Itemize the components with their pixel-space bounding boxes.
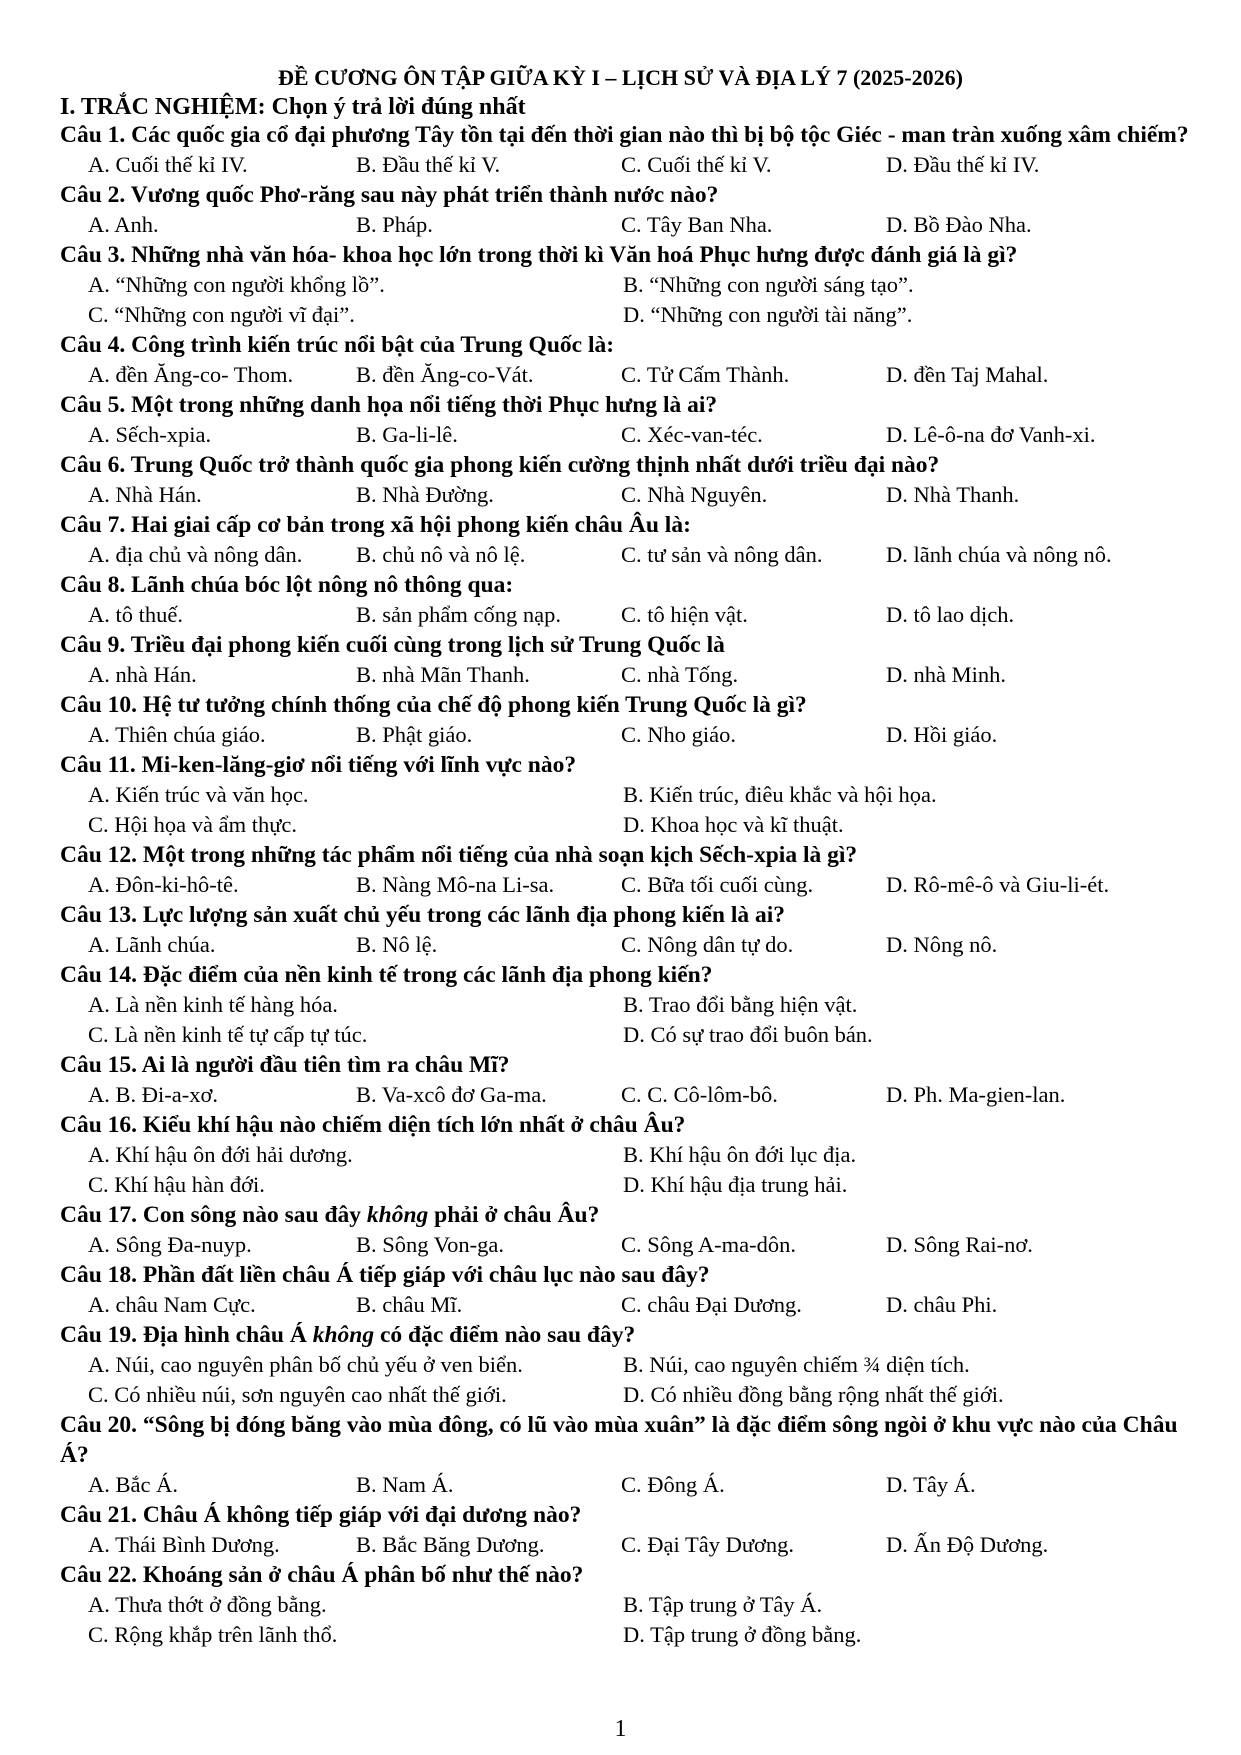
question-label: Câu 3.	[60, 242, 132, 268]
answer-option-a[interactable]: A. Khí hậu ôn đới hải dương.	[88, 1142, 353, 1167]
question-stem	[60, 840, 1190, 870]
answer-option-d[interactable]: D. Nhà Thanh.	[886, 482, 1020, 507]
answer-options	[60, 660, 1190, 690]
answer-option-b[interactable]: B. Trao đổi bằng hiện vật.	[623, 992, 858, 1017]
question-text: Đặc điểm của nền kinh tế trong các lãnh địa phong kiến?	[142, 962, 713, 988]
answer-option-c[interactable]: C. tư sản và nông dân.	[621, 542, 823, 567]
question-emphasis: không	[366, 1202, 429, 1228]
answer-options	[60, 1470, 1190, 1500]
question-label: Câu 4.	[60, 332, 132, 358]
question-text: Trung Quốc trở thành quốc gia phong kiến cường thịnh nhất dưới triều đại nào?	[130, 452, 940, 478]
question-6	[60, 450, 1190, 510]
question-14	[60, 960, 1190, 1050]
answer-option-a[interactable]: A. địa chủ và nông dân.	[88, 542, 303, 567]
question-text: Các quốc gia cổ đại phương Tây tồn tại đến thời gian nào thì bị bộ tộc Giéc - man tràn xuống xâm chiếm?	[131, 122, 1189, 148]
answer-options	[60, 210, 1190, 240]
answer-options	[60, 1350, 1190, 1410]
question-4	[60, 330, 1190, 390]
question-11	[60, 750, 1190, 840]
answer-option-b[interactable]: B. nhà Mãn Thanh.	[356, 662, 530, 687]
question-label: Câu 17.	[60, 1202, 143, 1228]
question-label: Câu 14.	[60, 962, 143, 988]
question-stem	[60, 570, 1190, 600]
question-text: Lực lượng sản xuất chủ yếu trong các lãnh địa phong kiến là ai?	[142, 902, 786, 928]
question-1	[60, 120, 1190, 180]
question-20	[60, 1410, 1190, 1500]
question-9	[60, 630, 1190, 690]
answer-option-b[interactable]: B. chủ nô và nô lệ.	[356, 542, 526, 567]
question-stem	[60, 750, 1190, 780]
answer-options	[60, 1230, 1190, 1260]
answer-option-b[interactable]: B. Tập trung ở Tây Á.	[623, 1592, 823, 1617]
answer-option-c[interactable]: C. Là nền kinh tế tự cấp tự túc.	[88, 1022, 368, 1047]
question-emphasis: không	[312, 1322, 375, 1348]
question-label: Câu 11.	[60, 752, 142, 778]
answer-option-c[interactable]: C. Tử Cấm Thành.	[621, 362, 790, 387]
question-text: Một trong những tác phẩm nổi tiếng của nhà soạn kịch Sếch-xpia là gì?	[142, 842, 858, 868]
answer-options	[60, 870, 1190, 900]
answer-options	[60, 360, 1190, 390]
question-text: Châu Á không tiếp giáp với đại dương nào?	[142, 1502, 582, 1528]
question-stem	[60, 1260, 1190, 1290]
answer-option-c[interactable]: C. Sông A-ma-dôn.	[621, 1232, 797, 1257]
question-stem	[60, 1320, 1190, 1350]
question-label: Câu 7.	[60, 512, 132, 538]
answer-options	[60, 1290, 1190, 1320]
answer-options	[60, 1140, 1190, 1200]
question-label: Câu 12.	[60, 842, 143, 868]
answer-option-b[interactable]: B. Bắc Băng Dương.	[356, 1532, 545, 1557]
answer-options	[60, 1590, 1190, 1650]
answer-option-d[interactable]: D. Sông Rai-nơ.	[886, 1232, 1033, 1257]
question-text: Con sông nào sau đây	[142, 1202, 367, 1228]
answer-option-b[interactable]: B. Núi, cao nguyên chiếm ¾ diện tích.	[623, 1352, 970, 1377]
question-stem	[60, 120, 1190, 150]
question-stem	[60, 1200, 1190, 1230]
answer-options	[60, 1530, 1190, 1560]
question-stem	[60, 690, 1190, 720]
answer-option-b[interactable]: B. Sông Von-ga.	[356, 1232, 504, 1257]
answer-option-a[interactable]: A. Anh.	[88, 212, 159, 237]
question-label: Câu 20.	[60, 1412, 143, 1438]
answer-options	[60, 270, 1190, 330]
answer-option-d[interactable]: D. Tây Á.	[886, 1472, 976, 1497]
question-stem	[60, 1500, 1190, 1530]
answer-options	[60, 780, 1190, 840]
answer-option-a[interactable]: A. Đôn-ki-hô-tê.	[88, 872, 239, 897]
question-stem	[60, 390, 1190, 420]
question-label: Câu 2.	[60, 182, 131, 208]
answer-options	[60, 480, 1190, 510]
question-text: Mi-ken-lăng-giơ nổi tiếng với lĩnh vực nào?	[141, 752, 577, 778]
question-label: Câu 13.	[60, 902, 143, 928]
answer-option-b[interactable]: B. “Những con người sáng tạo”.	[623, 272, 914, 297]
question-text: Địa hình châu Á	[142, 1322, 313, 1348]
answer-option-a[interactable]: A. đền Ăng-co- Thom.	[88, 362, 294, 387]
question-21	[60, 1500, 1190, 1560]
question-stem	[60, 180, 1190, 210]
question-stem	[60, 1410, 1190, 1470]
question-text: “Sông bị đóng băng vào mùa đông, có lũ vào mùa xuân” là đặc điểm sông ngòi ở khu vực nào của Châu Á?	[60, 1412, 1178, 1468]
answer-option-c[interactable]: C. Nhà Nguyên.	[621, 482, 768, 507]
question-stem	[60, 450, 1190, 480]
answer-option-c[interactable]: C. Đại Tây Dương.	[621, 1532, 795, 1557]
question-5	[60, 390, 1190, 450]
answer-option-a[interactable]: A. “Những con người khổng lồ”.	[88, 272, 385, 297]
answer-option-b[interactable]: B. Pháp.	[356, 212, 433, 237]
question-3	[60, 240, 1190, 330]
answer-option-b[interactable]: B. Ga-li-lê.	[356, 422, 458, 447]
answer-option-d[interactable]: D. Hồi giáo.	[886, 722, 998, 747]
question-text: Lãnh chúa bóc lột nông nô thông qua:	[131, 572, 514, 598]
answer-option-b[interactable]: B. Nàng Mô-na Li-sa.	[356, 872, 555, 897]
answer-option-c[interactable]: C. châu Đại Dương.	[621, 1292, 802, 1317]
answer-option-d[interactable]: D. tô lao dịch.	[886, 602, 1015, 627]
question-22	[60, 1560, 1190, 1650]
answer-option-a[interactable]: A. Lãnh chúa.	[88, 932, 216, 957]
answer-option-b[interactable]: B. Khí hậu ôn đới lục địa.	[623, 1142, 857, 1167]
question-text: Vương quốc Phơ-răng sau này phát triển thành nước nào?	[130, 182, 719, 208]
question-text: Phần đất liền châu Á tiếp giáp với châu lục nào sau đây?	[142, 1262, 710, 1288]
question-label: Câu 18.	[60, 1262, 143, 1288]
question-text: Ai là người đầu tiên tìm ra châu Mĩ?	[141, 1052, 510, 1078]
answer-option-d[interactable]: D. Rô-mê-ô và Giu-li-ét.	[886, 872, 1110, 897]
answer-option-d[interactable]: D. Đầu thế kỉ IV.	[886, 152, 1040, 177]
answer-option-d[interactable]: D. châu Phi.	[886, 1292, 998, 1317]
answer-options	[60, 1080, 1190, 1110]
answer-option-c[interactable]: C. Bữa tối cuối cùng.	[621, 872, 814, 897]
answer-option-c[interactable]: C. “Những con người vĩ đại”.	[88, 302, 355, 327]
answer-option-d[interactable]: D. Khí hậu địa trung hải.	[623, 1172, 848, 1197]
question-stem	[60, 240, 1190, 270]
question-19	[60, 1320, 1190, 1410]
answer-option-a[interactable]: A. châu Nam Cực.	[88, 1292, 256, 1317]
answer-option-b[interactable]: B. Đầu thế kỉ V.	[356, 152, 501, 177]
answer-option-a[interactable]: A. Thưa thớt ở đồng bằng.	[88, 1592, 327, 1617]
answer-option-b[interactable]: B. Va-xcô đơ Ga-ma.	[356, 1082, 547, 1107]
answer-option-b[interactable]: B. châu Mĩ.	[356, 1292, 463, 1317]
answer-option-a[interactable]: A. Thái Bình Dương.	[88, 1532, 280, 1557]
question-stem	[60, 1050, 1190, 1080]
question-text: có đặc điểm nào sau đây?	[374, 1322, 636, 1348]
answer-options	[60, 720, 1190, 750]
answer-option-b[interactable]: B. Nô lệ.	[356, 932, 438, 957]
question-stem	[60, 900, 1190, 930]
answer-option-d[interactable]: D. nhà Minh.	[886, 662, 1006, 687]
question-text: Những nhà văn hóa- khoa học lớn trong thời kì Văn hoá Phục hưng được đánh giá là gì?	[131, 242, 1018, 268]
question-stem	[60, 330, 1190, 360]
answer-option-c[interactable]: C. C. Cô-lôm-bô.	[621, 1082, 778, 1107]
question-text: Công trình kiến trúc nổi bật của Trung Quốc là:	[131, 332, 615, 358]
question-label: Câu 5.	[60, 392, 132, 418]
answer-option-c[interactable]: C. Nho giáo.	[621, 722, 736, 747]
question-text: phải ở châu Âu?	[428, 1202, 600, 1228]
answer-option-c[interactable]: C. Có nhiều núi, sơn nguyên cao nhất thế giới.	[88, 1382, 507, 1407]
question-stem	[60, 630, 1190, 660]
answer-option-a[interactable]: A. Sếch-xpia.	[88, 422, 212, 447]
answer-option-c[interactable]: C. Khí hậu hàn đới.	[88, 1172, 265, 1197]
answer-option-a[interactable]: A. Nhà Hán.	[88, 482, 202, 507]
question-16	[60, 1110, 1190, 1200]
question-stem	[60, 510, 1190, 540]
question-text: Kiểu khí hậu nào chiếm diện tích lớn nhất ở châu Âu?	[142, 1112, 686, 1138]
question-stem	[60, 960, 1190, 990]
question-label: Câu 6.	[60, 452, 131, 478]
answer-options	[60, 930, 1190, 960]
page-number: 1	[614, 1716, 627, 1742]
answer-option-a[interactable]: A. B. Đi-a-xơ.	[88, 1082, 219, 1107]
answer-option-a[interactable]: A. Kiến trúc và văn học.	[88, 782, 309, 807]
answer-option-c[interactable]: C. Rộng khắp trên lãnh thổ.	[88, 1622, 338, 1647]
question-label: Câu 19.	[60, 1322, 143, 1348]
section-heading: I. TRẮC NGHIỆM: Chọn ý trả lời đúng nhất	[60, 94, 526, 120]
question-list	[60, 120, 1190, 1650]
question-label: Câu 8.	[60, 572, 132, 598]
answer-option-a[interactable]: A. nhà Hán.	[88, 662, 197, 687]
answer-option-d[interactable]: D. Khoa học và kĩ thuật.	[623, 812, 844, 837]
answer-option-b[interactable]: B. Kiến trúc, điêu khắc và hội họa.	[623, 782, 937, 807]
answer-options	[60, 990, 1190, 1050]
answer-option-d[interactable]: D. Bồ Đào Nha.	[886, 212, 1032, 237]
answer-option-b[interactable]: B. đền Ăng-co-Vát.	[356, 362, 534, 387]
question-17	[60, 1200, 1190, 1260]
answer-option-c[interactable]: C. Nông dân tự do.	[621, 932, 794, 957]
answer-option-c[interactable]: C. tô hiện vật.	[621, 602, 748, 627]
question-10	[60, 690, 1190, 750]
answer-option-b[interactable]: B. Phật giáo.	[356, 722, 473, 747]
answer-options	[60, 540, 1190, 570]
answer-option-d[interactable]: D. Nông nô.	[886, 932, 998, 957]
question-stem	[60, 1110, 1190, 1140]
question-label: Câu 10.	[60, 692, 143, 718]
answer-option-a[interactable]: A. Núi, cao nguyên phân bố chủ yếu ở ven biển.	[88, 1352, 523, 1377]
answer-option-d[interactable]: D. Lê-ô-na đơ Vanh-xi.	[886, 422, 1096, 447]
answer-option-a[interactable]: A. Sông Đa-nuyp.	[88, 1232, 252, 1257]
answer-options	[60, 600, 1190, 630]
question-13	[60, 900, 1190, 960]
answer-options	[60, 150, 1190, 180]
question-12	[60, 840, 1190, 900]
answer-option-d[interactable]: D. Ph. Ma-gien-lan.	[886, 1082, 1066, 1107]
answer-option-c[interactable]: C. Xéc-van-téc.	[621, 422, 763, 447]
question-text: Khoáng sản ở châu Á phân bố như thế nào?	[142, 1562, 584, 1588]
answer-option-d[interactable]: D. Ấn Độ Dương.	[886, 1532, 1049, 1557]
question-label: Câu 15.	[60, 1052, 142, 1078]
answer-option-c[interactable]: C. Tây Ban Nha.	[621, 212, 773, 237]
answer-option-a[interactable]: A. Bắc Á.	[88, 1472, 178, 1497]
answer-option-d[interactable]: D. Có sự trao đổi buôn bán.	[623, 1022, 873, 1047]
question-label: Câu 21.	[60, 1502, 143, 1528]
answer-options	[60, 420, 1190, 450]
answer-option-c[interactable]: C. Hội họa và ẩm thực.	[88, 812, 298, 837]
document-title: ĐỀ CƯƠNG ÔN TẬP GIỮA KỲ I – LỊCH SỬ VÀ ĐỊA LÝ 7 (2025-2026)	[278, 65, 963, 90]
question-text: Một trong những danh họa nổi tiếng thời Phục hưng là ai?	[131, 392, 718, 418]
question-18	[60, 1260, 1190, 1320]
answer-option-d[interactable]: D. lãnh chúa và nông nô.	[886, 542, 1112, 567]
answer-option-a[interactable]: A. Thiên chúa giáo.	[88, 722, 266, 747]
answer-option-c[interactable]: C. nhà Tống.	[621, 662, 739, 687]
answer-option-a[interactable]: A. Là nền kinh tế hàng hóa.	[88, 992, 338, 1017]
question-7	[60, 510, 1190, 570]
question-text: . Triều đại phong kiến cuối cùng trong lịch sử Trung Quốc là	[119, 632, 725, 658]
answer-option-a[interactable]: A. tô thuế.	[88, 602, 183, 627]
answer-option-d[interactable]: D. “Những con người tài năng”.	[623, 302, 913, 327]
answer-option-b[interactable]: B. Nam Á.	[356, 1472, 454, 1497]
question-15	[60, 1050, 1190, 1110]
question-8	[60, 570, 1190, 630]
answer-option-d[interactable]: D. đền Taj Mahal.	[886, 362, 1049, 387]
answer-option-b[interactable]: B. Nhà Đường.	[356, 482, 494, 507]
question-label: Câu 16.	[60, 1112, 143, 1138]
answer-option-c[interactable]: C. Cuối thế kỉ V.	[621, 152, 772, 177]
question-text: Hai giai cấp cơ bản trong xã hội phong kiến châu Âu là:	[131, 512, 691, 538]
answer-option-d[interactable]: D. Tập trung ở đồng bằng.	[623, 1622, 862, 1647]
question-stem	[60, 1560, 1190, 1590]
question-label: Câu 1.	[60, 122, 132, 148]
question-text: Hệ tư tưởng chính thống của chế độ phong kiến Trung Quốc là gì?	[142, 692, 807, 718]
question-2	[60, 180, 1190, 240]
answer-option-a[interactable]: A. Cuối thế kỉ IV.	[88, 152, 248, 177]
question-label: Câu 9	[60, 632, 120, 658]
answer-option-d[interactable]: D. Có nhiều đồng bằng rộng nhất thế giới.	[623, 1382, 1004, 1407]
answer-option-c[interactable]: C. Đông Á.	[621, 1472, 725, 1497]
answer-option-b[interactable]: B. sản phẩm cống nạp.	[356, 602, 561, 627]
question-label: Câu 22.	[60, 1562, 143, 1588]
